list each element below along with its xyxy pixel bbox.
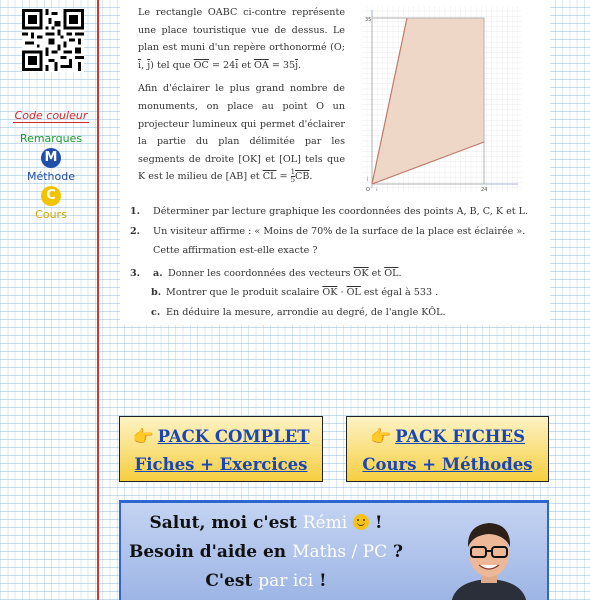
exercise-intro [138, 4, 345, 186]
promo-link-line: C'est par ici ! [205, 571, 327, 591]
question-1: 1. Déterminer par lecture graphique les coordonnées des points A, B, C, K et L. [130, 206, 529, 217]
pack-complet-button[interactable]: 👉 PACK COMPLET Fiches + Exercices [119, 416, 323, 482]
legend-methode: Méthode [26, 170, 76, 183]
x-tick-24: 24 [481, 187, 488, 192]
unit-i-label: i [376, 187, 378, 192]
legend-cours: Cours [35, 208, 67, 221]
promo-help: Besoin d'aide en Maths / PC ? [128, 542, 404, 562]
origin-label: O [366, 187, 370, 192]
intro-paragraph-2: Afin d'éclairer le plus grand nombre de monuments, on place au point O un projecteur lumineux qui permet d'éclairer la partie du plan délimitée par les segments de droite [OK] et [OL] tels que K est le milieu de [AB] et $\overline{CL}$ = $\frac{1}{5}$ $\overline{CB}$. [138, 83, 345, 185]
intro-paragraph-1: Le rectangle OABC ci-contre représente une place touristique vue de dessus. Le plan est muni d'un repère orthonormé (O; $\overline{i}$, $\overline{j}$) tel que $\overline{OC} = 24\overline{i}$ et $\overline{OA} = 35\overline{j}$. [138, 7, 345, 71]
smiley-icon [353, 514, 369, 530]
methode-icon: M [41, 148, 61, 168]
question-3c: c. En déduire la mesure, arrondie au degré, de l'angle KÔL. [151, 307, 446, 318]
pack-fiches-button[interactable]: 👉 PACK FICHES Cours + Méthodes [346, 416, 549, 482]
fraction-one-fifth: $\frac{1}{5}$ [290, 168, 296, 185]
qr-code[interactable] [22, 8, 84, 72]
cours-icon: C [41, 186, 61, 206]
color-code-legend [8, 104, 94, 221]
margin-line [97, 0, 99, 600]
question-3a: 3. a. Donner les coordonnées des vecteurs $\overline{OK}$ et $\overline{OL}$. [130, 267, 402, 279]
rectangle-figure [362, 6, 522, 192]
question-3b: b. Montrer que le produit scalaire $\overline{OK} \cdot \overline{OL}$ est égal à 533 . [151, 287, 439, 298]
pointing-hand-icon: 👉 [369, 427, 392, 447]
unit-j-label: j [367, 176, 369, 181]
promo-link[interactable]: par ici [258, 571, 314, 591]
pointing-hand-icon: 👉 [132, 427, 154, 447]
legend-remarques: Remarques [19, 132, 83, 145]
avatar [441, 509, 537, 600]
question-2: 2. Un visiteur affirme : « Moins de 70% de la surface de la place est éclairée ». Cette affirmation est-elle exacte ? [130, 225, 526, 256]
legend-title: Code couleur [14, 109, 88, 122]
exercise-document [120, 0, 550, 325]
promo-greeting: Salut, moi c'est Rémi ! [149, 513, 383, 533]
y-tick-35: 35 [365, 17, 372, 23]
promo-banner[interactable] [119, 500, 549, 600]
questions [130, 202, 545, 323]
